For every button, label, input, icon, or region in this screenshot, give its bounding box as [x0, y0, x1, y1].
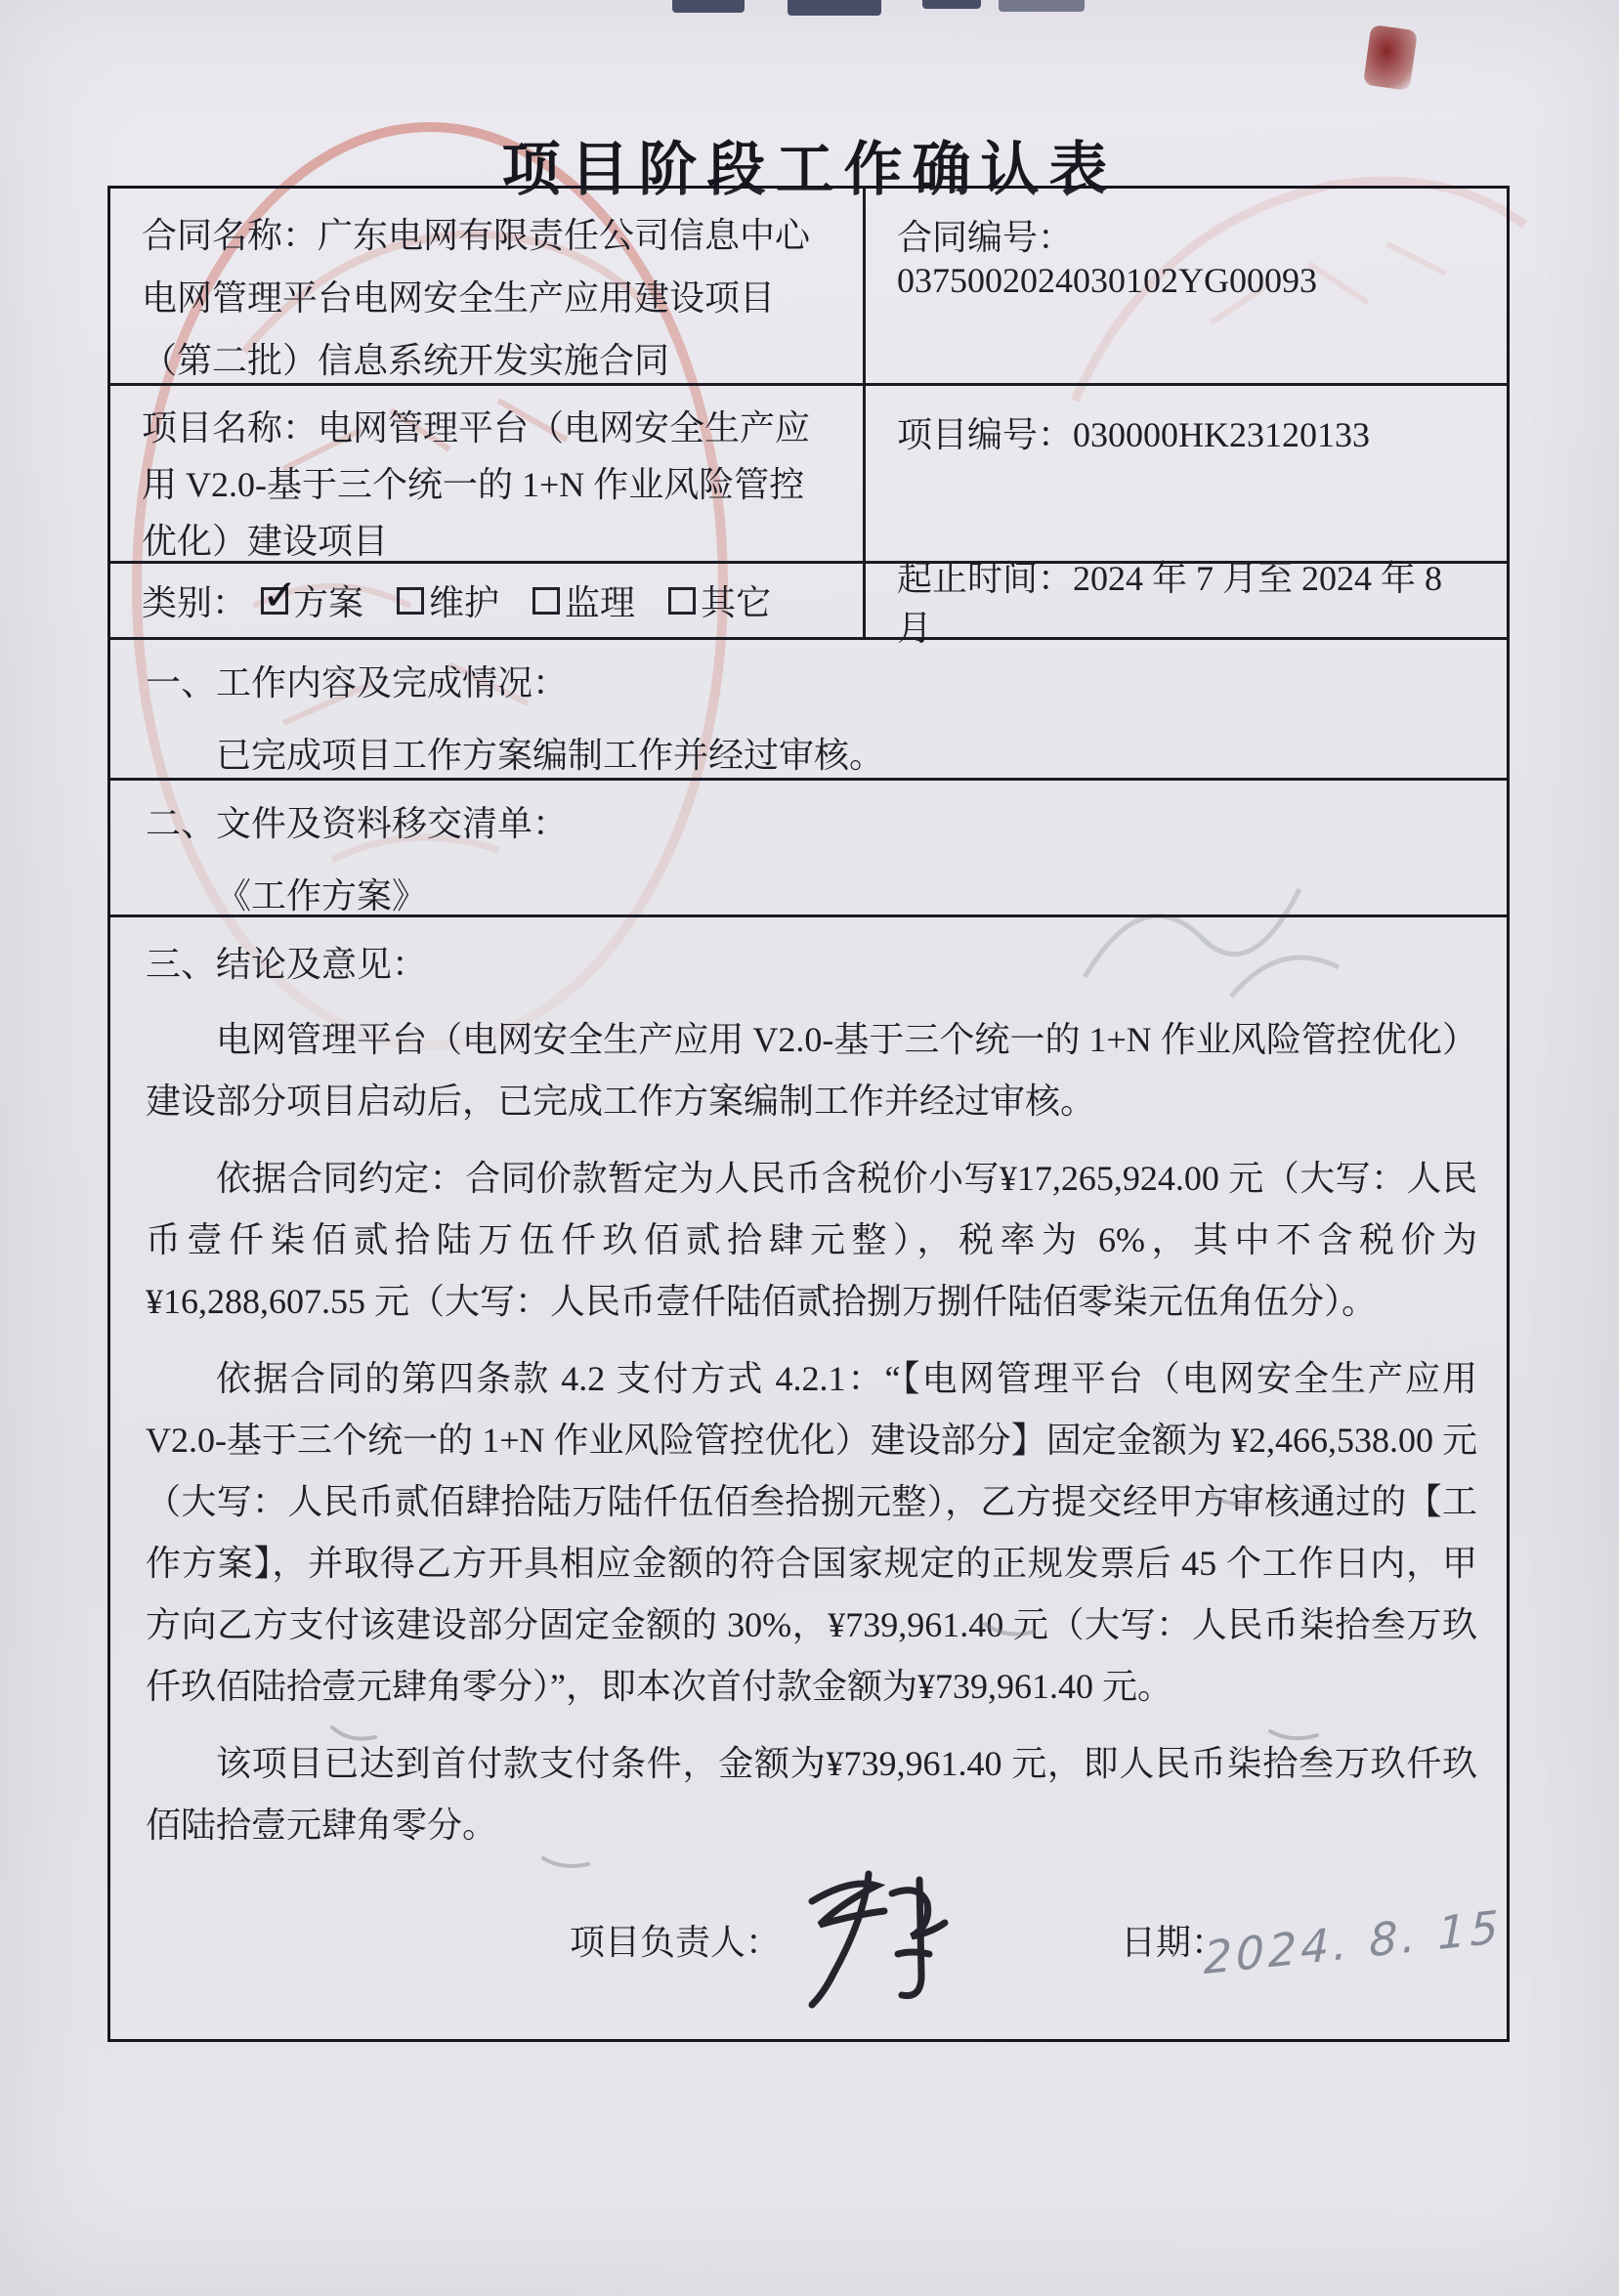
checkbox-label: 监理: [565, 583, 636, 622]
contract-name-value: 广东电网有限责任公司信息中心电网管理平台电网安全生产应用建设项目（第二批）信息系统开发实施合同: [142, 216, 811, 380]
conclusion-paragraph-2: 依据合同约定：合同价款暂定为人民币含税价小写¥17,265,924.00 元（大写：人民币壹仟柒佰贰拾陆万伍仟玖佰贰拾肆元整），税率为 6%，其中不含税价为¥16,288,607.55 元（大写：人民币壹仟陆佰贰拾捌万捌仟陆佰零柒元伍角伍分）。: [146, 1159, 1477, 1321]
contract-no-value: 0375002024030102YG00093: [897, 261, 1317, 300]
confirmation-form-table: [107, 186, 1510, 2042]
scan-ink-blob: [1363, 24, 1418, 91]
handwritten-signature: [783, 1860, 968, 2012]
project-no-label: 项目编号：: [897, 415, 1074, 454]
section2-body: 《工作方案》: [216, 876, 428, 915]
duration-value: 2024 年 7 月至 2024 年 8 月: [897, 558, 1443, 648]
category-cell: [110, 564, 863, 637]
checkbox-empty-icon: [533, 587, 560, 615]
section1-heading: 一、工作内容及完成情况：: [146, 663, 569, 702]
page-title: 项目阶段工作确认表: [501, 137, 1118, 203]
date-label: 日期：: [1121, 1923, 1227, 1962]
conclusion-paragraph-1: 电网管理平台（电网安全生产应用 V2.0-基于三个统一的 1+N 作业风险管控优化）建设部分项目启动后，已完成工作方案编制工作并经过审核。: [146, 1020, 1477, 1121]
checkbox-option-supervision: [533, 575, 635, 625]
duration-label: 起止时间：: [897, 558, 1074, 598]
section-work-content: [110, 640, 1507, 781]
project-no-value: 030000HK23120133: [1073, 415, 1371, 454]
scan-artifact: [672, 0, 745, 13]
checkbox-option-plan: [261, 570, 364, 625]
check-icon: ✓: [262, 570, 298, 620]
row-project: [110, 386, 1507, 564]
row-contract: [110, 189, 1507, 386]
checkbox-label: 维护: [429, 583, 500, 622]
checkbox-checked-icon: [261, 570, 298, 620]
contract-no-cell: [863, 189, 1507, 383]
project-no-cell: [863, 386, 1507, 561]
project-name-value: 电网管理平台（电网安全生产应用 V2.0-基于三个统一的 1+N 作业风险管控优化）建设项目: [142, 408, 811, 561]
row-category: [110, 558, 1507, 648]
scan-artifact: [999, 0, 1085, 12]
signature-row: [110, 1859, 1507, 2016]
section1-body: 已完成项目工作方案编制工作并经过审核。: [216, 736, 885, 775]
section3-heading: 三、结论及意见：: [146, 945, 428, 984]
handwritten-date: 2024. 8. 15: [1203, 1899, 1503, 1985]
checkbox-option-maintenance: [397, 575, 499, 625]
conclusion-paragraph-4: 该项目已达到首付款支付条件，金额为¥739,961.40 元，即人民币柒拾叁万玖仟玖佰陆拾壹元肆角零分。: [146, 1744, 1477, 1845]
scan-artifact: [788, 0, 881, 16]
checkbox-empty-icon: [668, 587, 696, 615]
category-label: 类别：: [142, 583, 248, 622]
category-options: [261, 570, 772, 625]
contract-name-cell: [110, 189, 863, 383]
section2-heading: 二、文件及资料移交清单：: [146, 804, 569, 843]
section-conclusion: [110, 917, 1507, 2033]
scan-artifact: [922, 0, 981, 9]
checkbox-label: 方案: [293, 583, 364, 622]
section-handover-list: [110, 781, 1507, 917]
conclusion-paragraph-3: 依据合同的第四条款 4.2 支付方式 4.2.1：“【电网管理平台（电网安全生产应用 V2.0-基于三个统一的 1+N 作业风险管控优化）建设部分】固定金额为 ¥2,466,538.00 元（大写：人民币贰佰肆拾陆万陆仟伍佰叁拾捌元整），乙方提交经甲方审核通过的【工作方案】，并取得乙方开具相应金额的符合国家规定的正规发票后 45 个工作日内，甲方向乙方支付该建设部分固定金额的 30%，¥739,961.40 元（大写：人民币柒拾叁万玖仟玖佰陆拾壹元肆角零分）”，即本次首付款金额为¥739,961.40 元。: [146, 1359, 1477, 1706]
checkbox-empty-icon: [397, 587, 424, 615]
project-name-cell: [110, 386, 863, 561]
contract-name-label: 合同名称：: [142, 216, 319, 255]
checkbox-label: 其它: [701, 583, 772, 622]
project-name-label: 项目名称：: [142, 408, 319, 447]
duration-cell: [863, 558, 1507, 648]
checkbox-option-other: [668, 575, 771, 625]
contract-no-label: 合同编号：: [897, 218, 1074, 257]
project-leader-label: 项目负责人：: [570, 1923, 782, 1962]
